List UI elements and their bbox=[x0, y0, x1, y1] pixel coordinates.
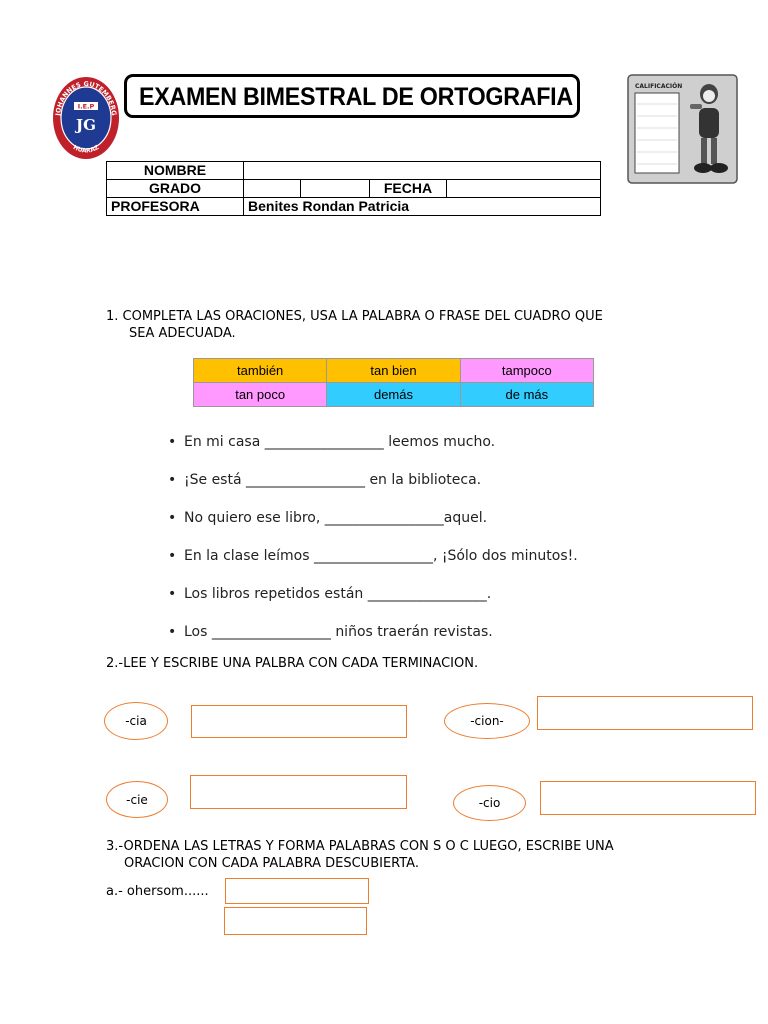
fecha-label: FECHA bbox=[370, 180, 447, 198]
q1-line2: SEA ADECUADA. bbox=[129, 326, 236, 341]
sentence-item: • No quiero ese libro, _________________aquel. bbox=[168, 508, 578, 546]
sentence-item: • En mi casa _________________ leemos mucho. bbox=[168, 432, 578, 470]
grade-card-label: CALIFICACIÓN bbox=[635, 83, 683, 90]
logo-mark: JG bbox=[76, 116, 96, 134]
word-answer-box-a[interactable] bbox=[225, 878, 369, 904]
sentence-item: • Los _________________ niños traerán revistas. bbox=[168, 622, 578, 660]
answer-box-cia[interactable] bbox=[191, 705, 407, 738]
q3-line2: ORACION CON CADA PALABRA DESCUBIERTA. bbox=[124, 856, 419, 871]
word-cell: tan bien bbox=[327, 359, 460, 383]
grado-label: GRADO bbox=[107, 180, 244, 198]
ending-cio bbox=[453, 785, 526, 821]
q2-instruction: 2.-LEE Y ESCRIBE UNA PALBRA CON CADA TERMINACION. bbox=[106, 656, 479, 671]
word-cell: también bbox=[194, 359, 327, 383]
answer-box-cion[interactable] bbox=[537, 696, 753, 730]
title-box bbox=[124, 74, 580, 118]
logo-badge: I.E.P bbox=[77, 102, 95, 111]
word-cell: de más bbox=[460, 383, 593, 407]
word-cell: demás bbox=[327, 383, 460, 407]
seccion-field[interactable] bbox=[301, 180, 370, 198]
word-cell: tan poco bbox=[194, 383, 327, 407]
school-logo bbox=[52, 76, 120, 160]
ending-label: -cio bbox=[478, 796, 501, 810]
nombre-label: NOMBRE bbox=[107, 162, 244, 180]
sentence-item: • En la clase leímos _________________, ¡Sólo dos minutos!. bbox=[168, 546, 578, 584]
q1-instruction bbox=[106, 308, 603, 342]
fecha-field[interactable] bbox=[447, 180, 601, 198]
nombre-field[interactable] bbox=[244, 162, 601, 180]
student-info-table bbox=[106, 161, 601, 216]
ending-cia bbox=[104, 702, 168, 740]
word-cell: tampoco bbox=[460, 359, 593, 383]
ending-cie bbox=[106, 781, 168, 818]
grade-card bbox=[627, 74, 738, 184]
q3-item-a: a.- ohersom...... bbox=[106, 884, 209, 899]
q3-instruction bbox=[106, 838, 614, 872]
sentence-item: • ¡Se está _________________ en la biblioteca. bbox=[168, 470, 578, 508]
ending-label: -cia bbox=[125, 714, 147, 728]
ending-label: -cion- bbox=[470, 714, 504, 728]
q1-line1: 1. COMPLETA LAS ORACIONES, USA LA PALABRA O FRASE DEL CUADRO QUE bbox=[106, 309, 603, 324]
grado-field[interactable] bbox=[244, 180, 301, 198]
answer-box-cio[interactable] bbox=[540, 781, 756, 815]
sentence-answer-box-a[interactable] bbox=[224, 907, 367, 935]
profesora-value: Benites Rondan Patricia bbox=[244, 198, 601, 216]
page-title: EXAMEN BIMESTRAL DE ORTOGRAFIA bbox=[139, 83, 573, 111]
ending-label: -cie bbox=[126, 792, 148, 807]
logo-text-top: JOHANNES GUTEMBERG bbox=[54, 79, 118, 117]
q3-line1: 3.-ORDENA LAS LETRAS Y FORMA PALABRAS CON S O C LUEGO, ESCRIBE UNA bbox=[106, 839, 614, 854]
sentence-item: • Los libros repetidos están _________________. bbox=[168, 584, 578, 622]
profesora-label: PROFESORA bbox=[107, 198, 244, 216]
answer-box-cie[interactable] bbox=[190, 775, 407, 809]
ending-cion bbox=[444, 703, 530, 739]
logo-text-bottom: HUARAZ bbox=[71, 144, 101, 155]
sentence-list bbox=[168, 432, 578, 660]
word-bank-table bbox=[193, 358, 594, 407]
